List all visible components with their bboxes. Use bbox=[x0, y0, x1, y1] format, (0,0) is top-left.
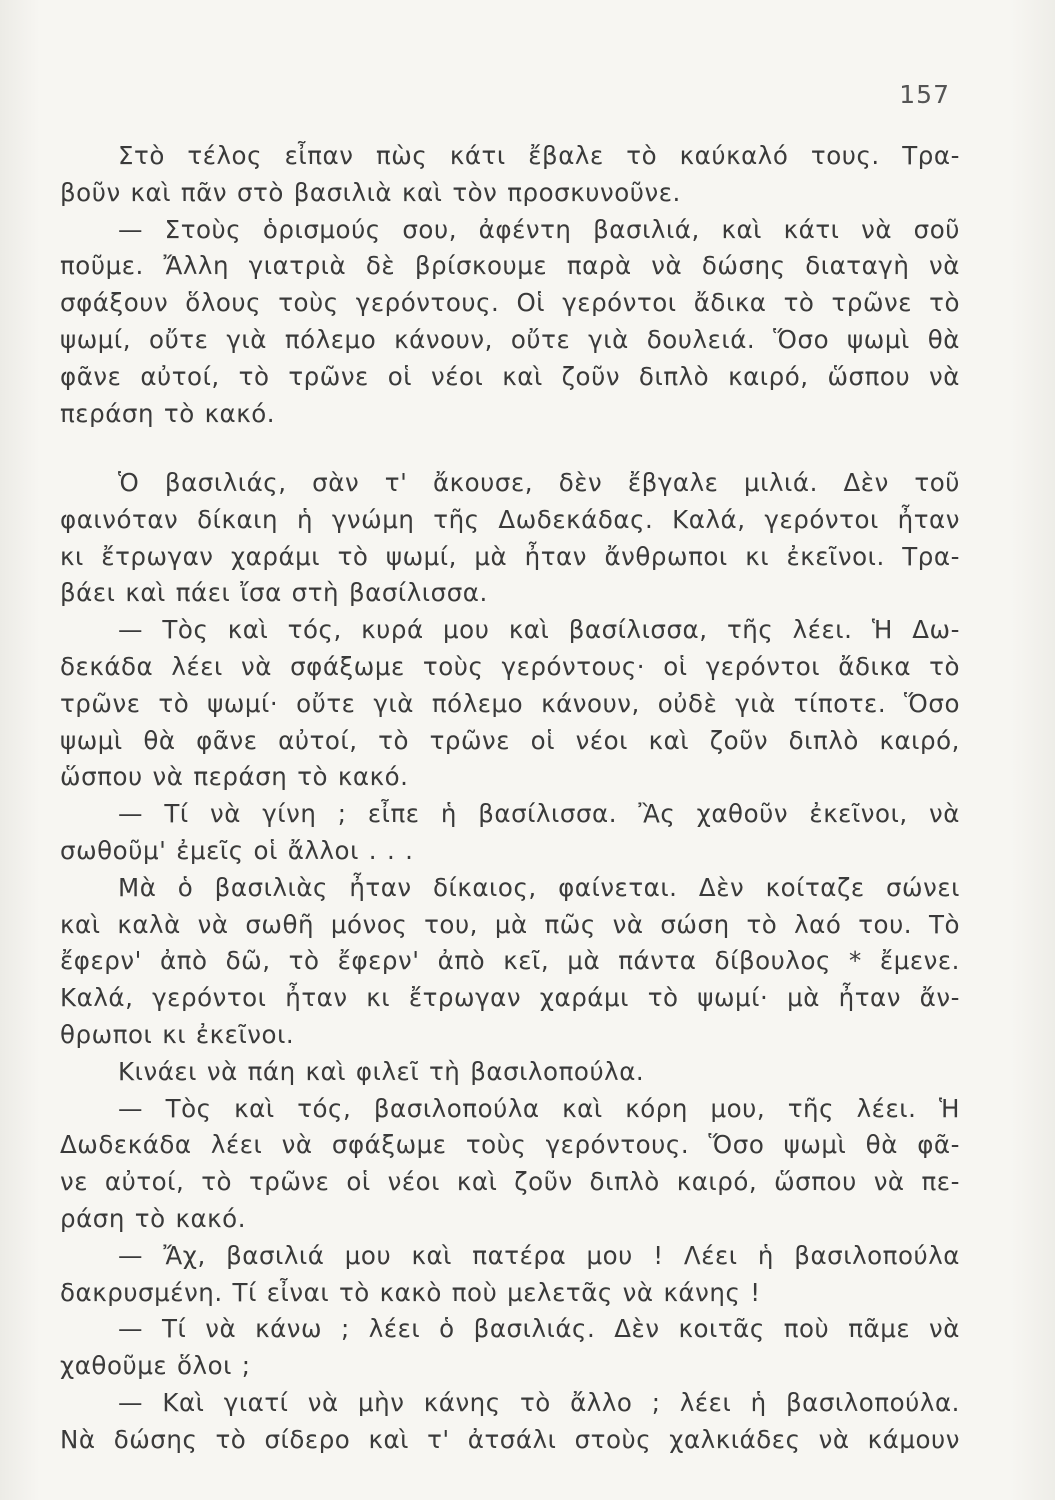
text-line: Μὰ ὁ βασιλιὰς ἦταν δίκαιος, φαίνεται. Δὲν κοίταζε σώνει bbox=[118, 872, 960, 902]
text-line: Κινάει νὰ πάη καὶ φιλεῖ τὴ βασιλοπούλα. bbox=[118, 1056, 645, 1086]
text-line: φᾶνε αὐτοί, τὸ τρῶνε οἱ νέοι καὶ ζοῦν διπλὸ καιρό, ὥσπου νὰ bbox=[60, 361, 960, 391]
text-line: δακρυσμένη. Τί εἶναι τὸ κακὸ ποὺ μελετᾶς νὰ κάνης ! bbox=[60, 1277, 761, 1307]
text-line: ψωμὶ θὰ φᾶνε αὐτοί, τὸ τρῶνε οἱ νέοι καὶ ζοῦν διπλὸ καιρό, bbox=[60, 725, 960, 755]
text-line: — Καὶ γιατί νὰ μὴν κάνης τὸ ἄλλο ; λέει ἡ βασιλοπούλα. bbox=[118, 1387, 960, 1417]
text-line: νε αὐτοί, τὸ τρῶνε οἱ νέοι καὶ ζοῦν διπλὸ καιρό, ὥσπου νὰ πε- bbox=[60, 1167, 960, 1197]
text-line: Δωδεκάδα λέει νὰ σφάξωμε τοὺς γερόντους. Ὅσο ψωμὶ θὰ φᾶ- bbox=[60, 1130, 960, 1160]
text-line: δεκάδα λέει νὰ σφάξωμε τοὺς γερόντους· οἱ γερόντοι ἄδικα τὸ bbox=[60, 651, 960, 681]
text-line: σωθοῦμ' ἐμεῖς οἱ ἄλλοι . . . bbox=[60, 835, 414, 865]
text-line: καὶ καλὰ νὰ σωθῆ μόνος του, μὰ πῶς νὰ σώση τὸ λαό του. Τὸ bbox=[60, 909, 960, 939]
text-line: τρῶνε τὸ ψωμί· οὔτε γιὰ πόλεμο κάνουν, οὐδὲ γιὰ τίποτε. Ὅσο bbox=[60, 688, 960, 718]
text-line: — Στοὺς ὁρισμούς σου, ἀφέντη βασιλιά, καὶ κάτι νὰ σοῦ bbox=[118, 214, 960, 244]
text-line: — Τί νὰ κάνω ; λέει ὁ βασιλιάς. Δὲν κοιτᾶς ποὺ πᾶμε νὰ bbox=[118, 1314, 960, 1344]
text-line: ράση τὸ κακό. bbox=[60, 1203, 247, 1233]
text-line: θρωποι κι ἐκεῖνοι. bbox=[60, 1019, 295, 1049]
text-line: φαινόταν δίκαιη ἡ γνώμη τῆς Δωδεκάδας. Καλά, γερόντοι ἦταν bbox=[60, 504, 960, 534]
text-line: κι ἔτρωγαν χαράμι τὸ ψωμί, μὰ ἦταν ἄνθρωποι κι ἐκεῖνοι. Τρα- bbox=[60, 541, 960, 571]
text-line: Ὁ βασιλιάς, σὰν τ' ἄκουσε, δὲν ἔβγαλε μιλιά. Δὲν τοῦ bbox=[118, 468, 960, 497]
text-line: ποῦμε. Ἄλλη γιατριὰ δὲ βρίσκουμε παρὰ νὰ δώσης διαταγὴ νὰ bbox=[60, 251, 960, 281]
paragraph-2 bbox=[60, 465, 960, 1459]
text-line: — Τὸς καὶ τός, κυρά μου καὶ βασίλισσα, τῆς λέει. Ἡ Δω- bbox=[118, 615, 960, 645]
paragraph-1 bbox=[60, 138, 960, 432]
text-line: Στὸ τέλος εἶπαν πὼς κάτι ἔβαλε τὸ καύκαλό τους. Τρα- bbox=[118, 141, 960, 170]
text-line: — Τὸς καὶ τός, βασιλοπούλα καὶ κόρη μου, τῆς λέει. Ἡ bbox=[118, 1093, 960, 1123]
text-line: ψωμί, οὔτε γιὰ πόλεμο κάνουν, οὔτε γιὰ δουλειά. Ὅσο ψωμὶ θὰ bbox=[60, 324, 960, 354]
text-line: — Τί νὰ γίνη ; εἶπε ἡ βασίλισσα. Ἂς χαθοῦν ἐκεῖνοι, νὰ bbox=[118, 799, 960, 829]
text-line: ἔφερν' ἀπὸ δῶ, τὸ ἔφερν' ἀπὸ κεῖ, μὰ πάντα δίβουλος * ἔμενε. bbox=[60, 946, 960, 976]
text-line: ὥσπου νὰ περάση τὸ κακό. bbox=[60, 762, 409, 792]
text-line: — Ἄχ, βασιλιά μου καὶ πατέρα μου ! Λέει ἡ βασιλοπούλα bbox=[118, 1240, 960, 1270]
text-line: χαθοῦμε ὅλοι ; bbox=[60, 1351, 251, 1381]
text-line: Καλά, γερόντοι ἦταν κι ἔτρωγαν χαράμι τὸ ψωμί· μὰ ἦταν ἄν- bbox=[60, 983, 960, 1013]
text-line: βάει καὶ πάει ἴσα στὴ βασίλισσα. bbox=[60, 578, 488, 608]
text-line: βοῦν καὶ πᾶν στὸ βασιλιὰ καὶ τὸν προσκυνοῦνε. bbox=[60, 177, 681, 207]
text-line: σφάξουν ὅλους τοὺς γερόντους. Οἱ γερόντοι ἄδικα τὸ τρῶνε τὸ bbox=[60, 288, 960, 318]
text-line: Νὰ δώσης τὸ σίδερο καὶ τ' ἀτσάλι στοὺς χαλκιάδες νὰ κάμουν bbox=[60, 1424, 960, 1454]
text-line: περάση τὸ κακό. bbox=[60, 398, 276, 428]
page-number: 157 bbox=[899, 80, 950, 109]
